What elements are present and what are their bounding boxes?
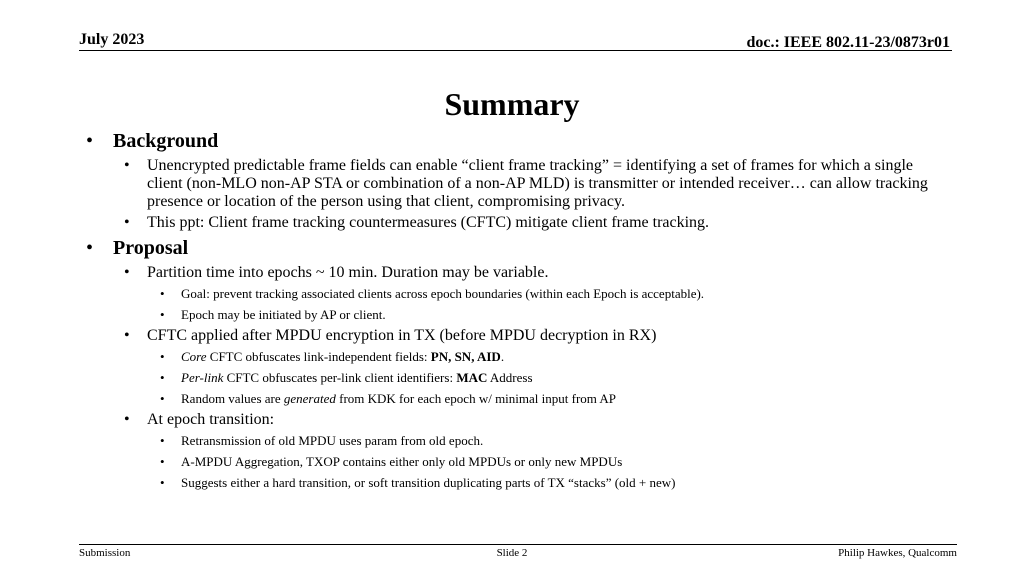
random-tail: from KDK for each epoch w/ minimal input from AP [335, 391, 617, 406]
background-heading: Background [113, 130, 219, 152]
footer-divider [79, 544, 957, 545]
background-section [0, 128, 1024, 154]
bullet-icon: • [160, 349, 165, 364]
list-item [0, 390, 941, 408]
perlink-field: MAC [456, 370, 488, 385]
footer-author: Philip Hawkes, Qualcomm [838, 547, 957, 559]
transition-item-text: Suggests either a hard transition, or soft transition duplicating parts of TX “stacks” (old + new) [181, 475, 676, 490]
random-em: generated [283, 391, 336, 406]
perlink-cftc-text [181, 369, 941, 387]
list-item [0, 369, 941, 387]
list-item [0, 285, 941, 303]
proposal-section [0, 235, 1024, 261]
bullet-icon: • [160, 370, 165, 385]
bullet-icon: • [160, 307, 165, 322]
background-item-text: Unencrypted predictable frame fields can enable “client frame tracking” = identifying a set of frames for which a single client (non-MLO non-AP STA or combination of a non-AP MLD) is transmitter or intended receiver… can allow tracking presence or location of the person using that client, compromising privacy. [147, 157, 928, 210]
perlink-description: CFTC obfuscates per-link client identifiers: [223, 370, 457, 385]
epochs-text: Partition time into epochs ~ 10 min. Duration may be variable. [147, 264, 549, 281]
list-item [0, 327, 929, 345]
list-item [0, 432, 941, 450]
list-item [0, 264, 929, 282]
bullet-icon: • [124, 411, 130, 428]
slide-title: Summary [444, 86, 580, 122]
bullet-icon: • [124, 264, 130, 281]
list-item [0, 306, 941, 324]
random-pre: Random values are [181, 391, 284, 406]
slide-body [0, 127, 1024, 492]
transition-text: At epoch transition: [147, 411, 275, 428]
footer-slide-number: Slide 2 [496, 547, 528, 559]
random-values-text [181, 390, 941, 408]
cftc-text: CFTC applied after MPDU encryption in TX (before MPDU decryption in RX) [147, 327, 657, 344]
perlink-label: Per-link [181, 370, 224, 385]
bullet-icon: • [160, 286, 165, 301]
list-item [0, 474, 941, 492]
header-divider [79, 50, 952, 51]
transition-item-text: Retransmission of old MPDU uses param from old epoch. [181, 433, 484, 448]
epochs-initiation-text: Epoch may be initiated by AP or client. [181, 307, 386, 322]
bullet-icon: • [160, 433, 165, 448]
bullet-icon: • [86, 130, 94, 152]
footer-submission: Submission [79, 547, 131, 559]
transition-item-text: A-MPDU Aggregation, TXOP contains either only old MPDUs or only new MPDUs [181, 454, 623, 469]
core-fields: PN, SN, AID [430, 349, 501, 364]
bullet-icon: • [160, 454, 165, 469]
list-item [0, 214, 929, 232]
core-description: CFTC obfuscates link-independent fields: [206, 349, 431, 364]
perlink-tail: Address [487, 370, 533, 385]
proposal-heading: Proposal [113, 237, 189, 259]
list-item [0, 453, 941, 471]
core-label: Core [181, 349, 207, 364]
bullet-icon: • [124, 327, 130, 344]
background-item-text: This ppt: Client frame tracking countermeasures (CFTC) mitigate client frame tracking. [147, 214, 710, 231]
list-item [0, 157, 929, 211]
header-doc-id: doc.: IEEE 802.11-23/0873r01 [746, 34, 950, 51]
bullet-icon: • [160, 391, 165, 406]
header-date: July 2023 [79, 31, 145, 48]
bullet-icon: • [124, 157, 130, 174]
list-item [0, 348, 941, 366]
core-tail: . [500, 349, 505, 364]
list-item [0, 411, 929, 429]
bullet-icon: • [160, 475, 165, 490]
epochs-goal-text: Goal: prevent tracking associated clients across epoch boundaries (within each Epoch is acceptable). [181, 286, 705, 301]
core-cftc-text [181, 348, 941, 366]
bullet-icon: • [86, 237, 94, 259]
bullet-icon: • [124, 214, 130, 231]
